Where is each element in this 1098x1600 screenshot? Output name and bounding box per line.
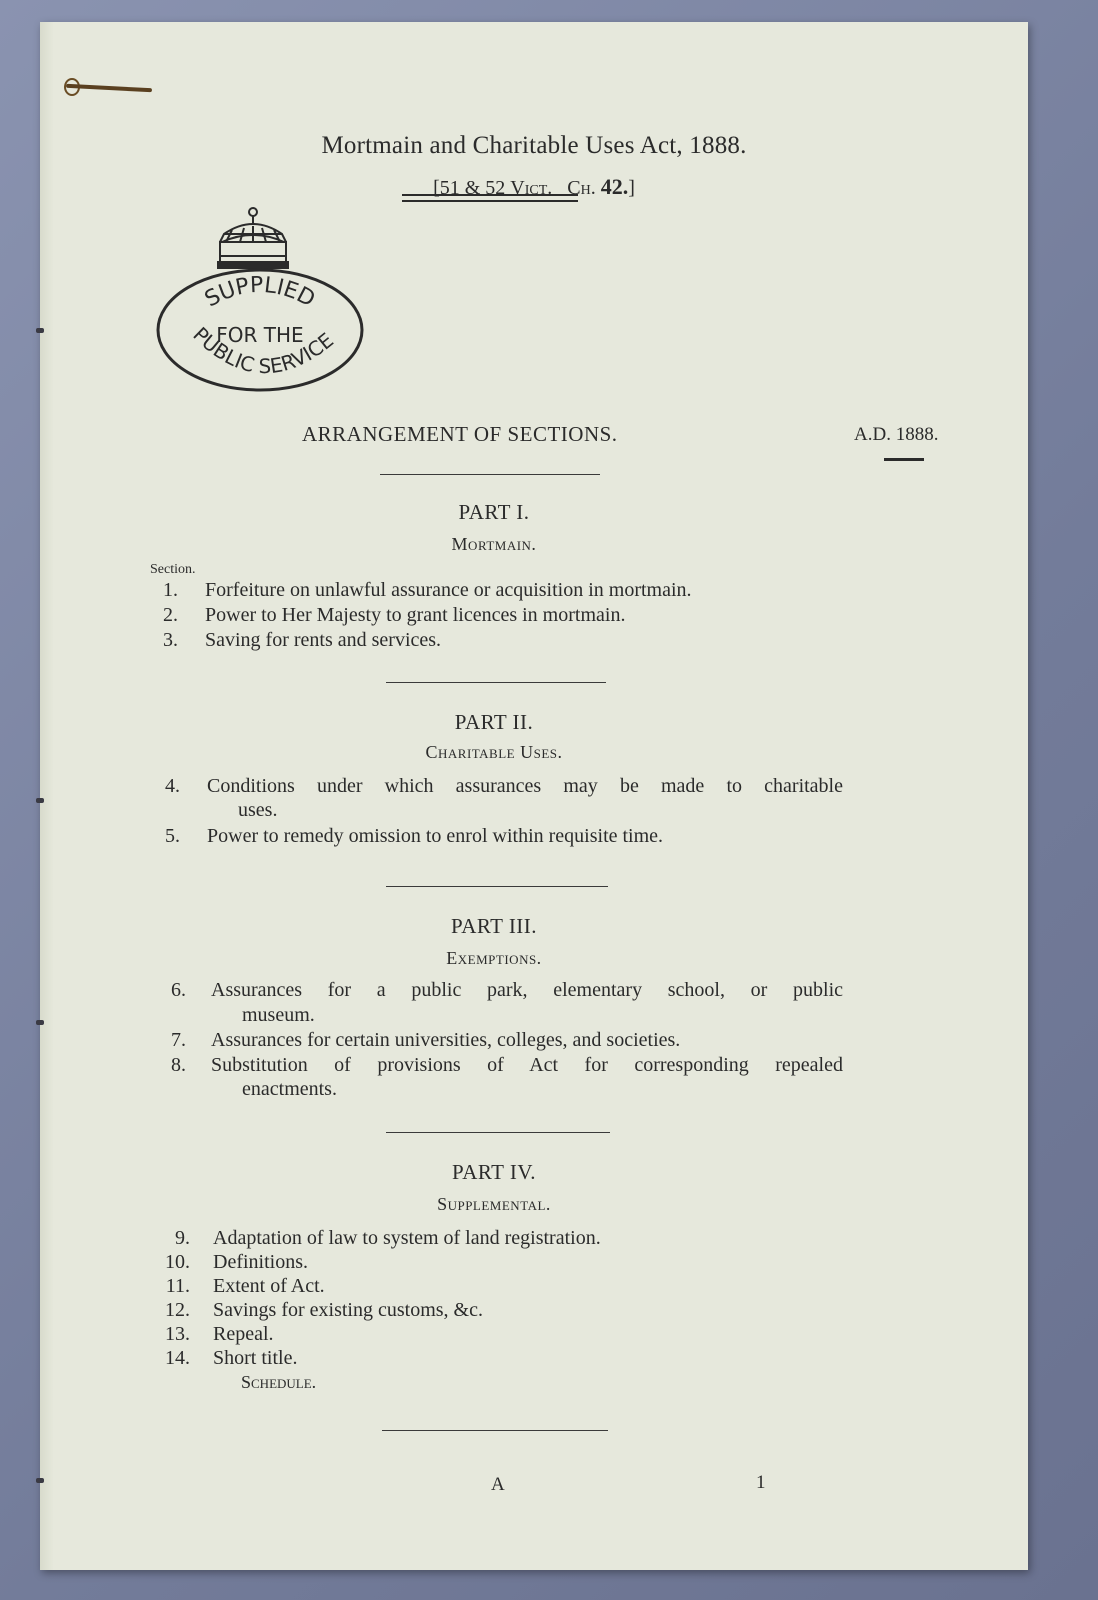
section-title: Assurances for certain universities, colleges, and societies.: [211, 1029, 681, 1051]
part-2-subtitle: Charitable Uses.: [425, 742, 563, 762]
binding-hole: [36, 1478, 44, 1483]
section-title: Repeal.: [213, 1323, 274, 1345]
section-number: 9.: [175, 1227, 190, 1249]
section-number: 6.: [171, 979, 186, 1001]
stamp-line-public-service: PUBLIC SERVICE: [188, 322, 338, 379]
section-number: 12.: [165, 1299, 190, 1321]
title-double-rule-bottom: [402, 200, 578, 202]
signature-mark: A: [491, 1474, 505, 1495]
section-title: Savings for existing customs, &c.: [213, 1299, 483, 1321]
section-number: 2.: [163, 604, 178, 626]
part-4-title: PART IV.: [451, 1160, 537, 1184]
citation-chapter-number: 42.: [600, 174, 629, 199]
section-divider: [386, 1132, 610, 1133]
stamp-line-supplied: SUPPLIED: [200, 272, 319, 313]
section-title: Short title.: [213, 1347, 298, 1369]
citation-open: [51 & 52: [433, 177, 511, 199]
section-number: 3.: [163, 629, 178, 651]
document-page: [40, 22, 1028, 1570]
part-1-title: PART I.: [458, 500, 530, 524]
section-number: 11.: [165, 1275, 190, 1297]
year-marginal-note: A.D. 1888.: [854, 424, 939, 445]
section-title: Power to Her Majesty to grant licences in mortmain.: [205, 604, 626, 626]
citation-ch: Ch.: [567, 177, 596, 199]
section-title: Power to remedy omission to enrol within requisite time.: [207, 825, 664, 847]
section-divider: [386, 886, 608, 887]
section-number: 13.: [165, 1323, 190, 1345]
section-title-continuation: uses.: [238, 799, 278, 821]
section-number: 7.: [171, 1029, 186, 1051]
section-number: 4.: [165, 775, 180, 797]
section-title: Assurances for a public park, elementary school, or public: [211, 979, 843, 1001]
section-title: Extent of Act.: [213, 1275, 325, 1297]
binding-hole: [36, 328, 44, 333]
arrangement-heading: ARRANGEMENT OF SECTIONS.: [302, 422, 618, 446]
act-citation: [40, 174, 1028, 200]
part-3-subtitle: Exemptions.: [446, 948, 542, 968]
section-title: Saving for rents and services.: [205, 629, 442, 651]
binding-hole: [36, 798, 44, 803]
schedule-entry: Schedule.: [241, 1372, 317, 1392]
section-title-continuation: museum.: [242, 1004, 315, 1026]
binding-hole: [36, 1020, 44, 1025]
part-1-subtitle: Mortmain.: [451, 534, 537, 554]
section-title: Substitution of provisions of Act for corresponding repealed: [211, 1054, 843, 1076]
section-divider: [386, 682, 606, 683]
public-service-stamp: [154, 202, 370, 402]
section-title: Conditions under which assurances may be made to charitable: [207, 775, 843, 797]
crown-icon: [218, 208, 288, 268]
act-title: Mortmain and Charitable Uses Act, 1888.: [321, 132, 747, 159]
page-number: 1: [756, 1472, 766, 1493]
section-divider: [380, 474, 600, 475]
part-3-title: PART III.: [450, 914, 538, 938]
part-2-title: PART II.: [454, 710, 534, 734]
section-title: Definitions.: [213, 1251, 308, 1273]
section-divider: [382, 1430, 608, 1431]
section-title: Forfeiture on unlawful assurance or acquisition in mortmain.: [205, 579, 692, 601]
torn-binding-edge: [40, 22, 54, 1570]
part-4-subtitle: Supplemental.: [437, 1194, 551, 1214]
section-number: 10.: [165, 1251, 190, 1273]
section-number: 1.: [163, 579, 178, 601]
section-title: Adaptation of law to system of land registration.: [213, 1227, 601, 1249]
section-title-continuation: enactments.: [242, 1078, 337, 1100]
section-number: 8.: [171, 1054, 186, 1076]
title-double-rule-top: [402, 194, 578, 196]
citation-vict: Vict.: [510, 177, 553, 199]
stamp-line-for-the: FOR THE: [216, 323, 304, 347]
section-number: 5.: [165, 825, 180, 847]
citation-close: ]: [628, 177, 635, 199]
year-underline: [884, 458, 924, 461]
section-column-label: Section.: [150, 562, 196, 577]
section-number: 14.: [165, 1347, 190, 1369]
